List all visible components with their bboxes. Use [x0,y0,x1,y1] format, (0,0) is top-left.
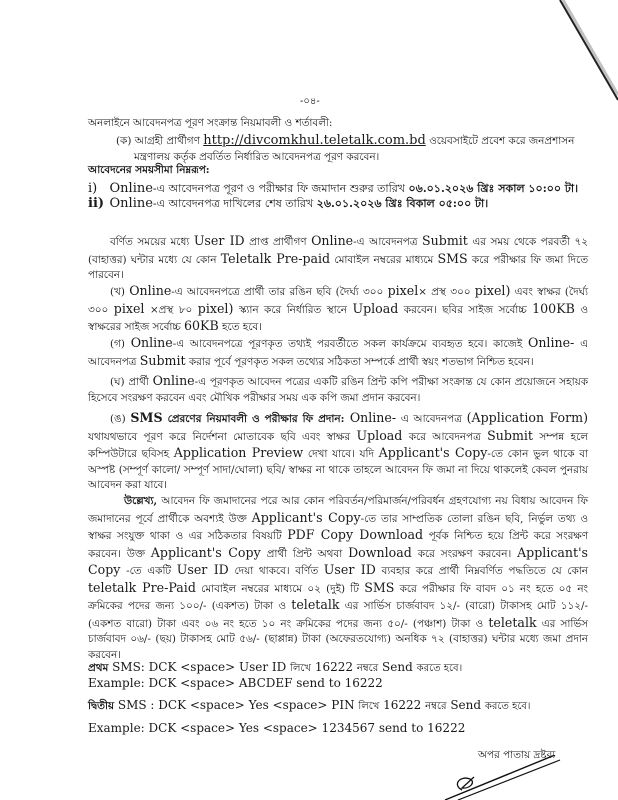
timeline-item: i) Online-এ আবেদনপত্র পূরণ ও পরীক্ষার ফি জমাদান শুরুর তারিখ ০৬.০১.২০২৬ খ্রিঃ সকাল ১০:০০ টা। [88,181,579,196]
timeline-heading: আবেদনের সময়সীমা নিম্নরূপ: [88,164,210,176]
item-k: (ক) আগ্রহী প্রার্থীগণ http://divcomkhul.teletalk.com.bd ওয়েবসাইটে প্রবেশ করে জনপ্রশাসন মন্ত্রণালয় কর্তৃক প্রবর্তিত নির্ধারিত আবেদনপত্র পূরণ করবেন। [116,133,575,163]
item-ng: (ঙ) SMS প্রেরণের নিয়মাবলী ও পরীক্ষার ফি প্রদান: Online- এ আবেদনপত্র (Application Form) যথাযথভাবে পূরণ করে নির্দেশনা মোতাবেক ছবি এবং স্বাক্ষর Upload করে আবেদনপত্র Submit সম্পন্ন হলে কম্পিউটারে ছবিসহ Application Preview দেখা যাবে। যদি Applicant's Copy-তে কোন ভুল থাকে বা অস্পষ্ট (সম্পূর্ণ কালো/ সম্পূর্ণ সাদা/ঘোলা) ছবি/ স্বাক্ষর না থাকে তাহলে আবেদন ফি জমা না দিয়ে থাকলেই কেবল পুনরায় আবেদন করা যাবে। [88,410,588,491]
sms-example-2: Example: DCK <space> Yes <space> 1234567 send to 16222 [88,721,466,735]
timeline-list [88,181,578,211]
section-title: অনলাইনে আবেদনপত্র পূরণ সংক্রান্ত নিয়মাবলী ও শর্তাবলী: [88,117,333,129]
sms-example-1: Example: DCK <space> ABCDEF send to 16222 [88,676,383,690]
item-gh: (ঘ) প্রার্থী Online-এ পূরণকৃত আবেদন পত্রের একটি রঙিন প্রিন্ট কপি পরীক্ষা সংক্রান্ত যে কোন প্রয়োজনে সহায়ক হিসেবে সংরক্ষণ করবেন এবং মৌখিক পরীক্ষার সময় এক কপি জমা প্রদান করবেন। [88,373,588,404]
end-date: ২৬.০১.২০২৬ খ্রিঃ বিকাল ০৫:০০ টা। [316,197,489,210]
timeline-item: ii) Online-এ আবেদনপত্র দাখিলের শেষ তারিখ ২৬.০১.২০২৬ খ্রিঃ বিকাল ০৫:০০ টা। [88,196,489,211]
page-number: -০৪- [300,96,320,107]
item-label: (ক) [116,135,132,147]
item-kh: (খ) Online-এ আবেদনপত্রে প্রার্থী তার রঙিন ছবি (দৈর্ঘ্য ৩০০ pixel× প্রস্থ ৩০০ pixel) এবং স্বাক্ষর (দৈর্ঘ্য ৩০০ pixel ×প্রস্থ ৮০ pixel) স্ক্যান করে নির্ধারিত স্থানে Upload করবেন। ছবির সাইজ সর্বোচ্চ 100KB ও স্বাক্ষরের সাইজ সর্বোচ্চ 60KB হতে হবে। [88,283,589,333]
start-date: ০৬.০১.২০২৬ খ্রিঃ সকাল ১০:০০ টা। [408,182,579,195]
note-paragraph: উল্লেখ্য, আবেদন ফি জমাদানের পরে আর কোন পরিবর্তন/পরিমার্জন/পরিবর্ধন গ্রহণযোগ্য নয় বিধায় আবেদন ফি জমাদানের পূর্বে প্রার্থীকে অবশ্যই উক্ত Applicant's Copy-তে তার সাম্প্রতিক তোলা রঙিন ছবি, নির্ভুল তথ্য ও স্বাক্ষর সংযুক্ত থাকা ও এর সঠিকতার বিষয়টি PDF Copy Download পূর্বক নিশ্চিত হয়ে প্রিন্ট করে সংরক্ষণ করবেন। উক্ত Applicant's Copy প্রার্থী প্রিন্ট অথবা Download করে সংরক্ষণ করবেন। Applicant's Copy -তে একটি User ID দেয়া থাকবে। বর্ণিত User ID ব্যবহার করে প্রার্থী নিম্নবর্ণিত পদ্ধতিতে যে কোন teletalk Pre-Paid মোবাইল নম্বরের মাধ্যমে ০২ (দুই) টি SMS করে পরীক্ষার ফি বাবদ ০১ নং হতে ০৫ নং ক্রমিকের পদের জন্য ১০০/- (একশত) টাকা ও teletalk এর সার্ভিস চার্জবাবদ ১২/- (বারো) টাকাসহ মোট ১১২/- (একশত বারো) টাকা এবং ০৬ নং হতে ১০ নং ক্রমিকের পদের জন্য ৫০/- (পঞ্চাশ) টাকা ও teletalk এর সার্ভিস চার্জবাবদ ০৬/- (ছয়) টাকাসহ মোট ৫৬/- (ছাপ্পান্ন) টাকা (অফেরতযোগ্য) অনধিক ৭২ (বাহাত্তর) ঘন্টার মধ্যে জমা প্রদান করবেন। [88,495,589,661]
website-link[interactable]: http://divcomkhul.teletalk.com.bd [203,133,426,148]
item-g: (গ) Online-এ আবেদনপত্রে পূরণকৃত তথ্যই পরবর্তীতে সকল কার্যক্রমে ব্যবহৃত হবে। কাজেই Online- এ আবেদনপত্র Submit করার পূর্বে পূরণকৃত সকল তথ্যের সঠিকতা সম্পর্কে প্রার্থী স্বয়ং শতভাগ নিশ্চিত হবেন। [88,335,588,368]
continued-note: অপর পাতায় দ্রষ্টব্য [478,749,556,761]
page-fold-corner [538,0,618,110]
sms-second: দ্বিতীয় SMS : DCK <space> Yes <space> PIN লিখে 16222 নম্বরে Send করতে হবে। [88,698,531,712]
sms-first: প্রথম SMS: DCK <space> User ID লিখে 16222 নম্বরে Send করতে হবে। [88,660,463,674]
fee-paragraph: বর্ণিত সময়ের মধ্যে User ID প্রাপ্ত প্রার্থীগণ Online-এ আবেদনপত্র Submit এর সময় থেকে পরবর্তী ৭২ (বাহাত্তর) ঘন্টার মধ্যে যে কোন Teletalk Pre-paid মোবাইল নম্বরের মাধ্যমে SMS করে পরীক্ষার ফি জমা দিতে পারবেন। [88,233,589,281]
